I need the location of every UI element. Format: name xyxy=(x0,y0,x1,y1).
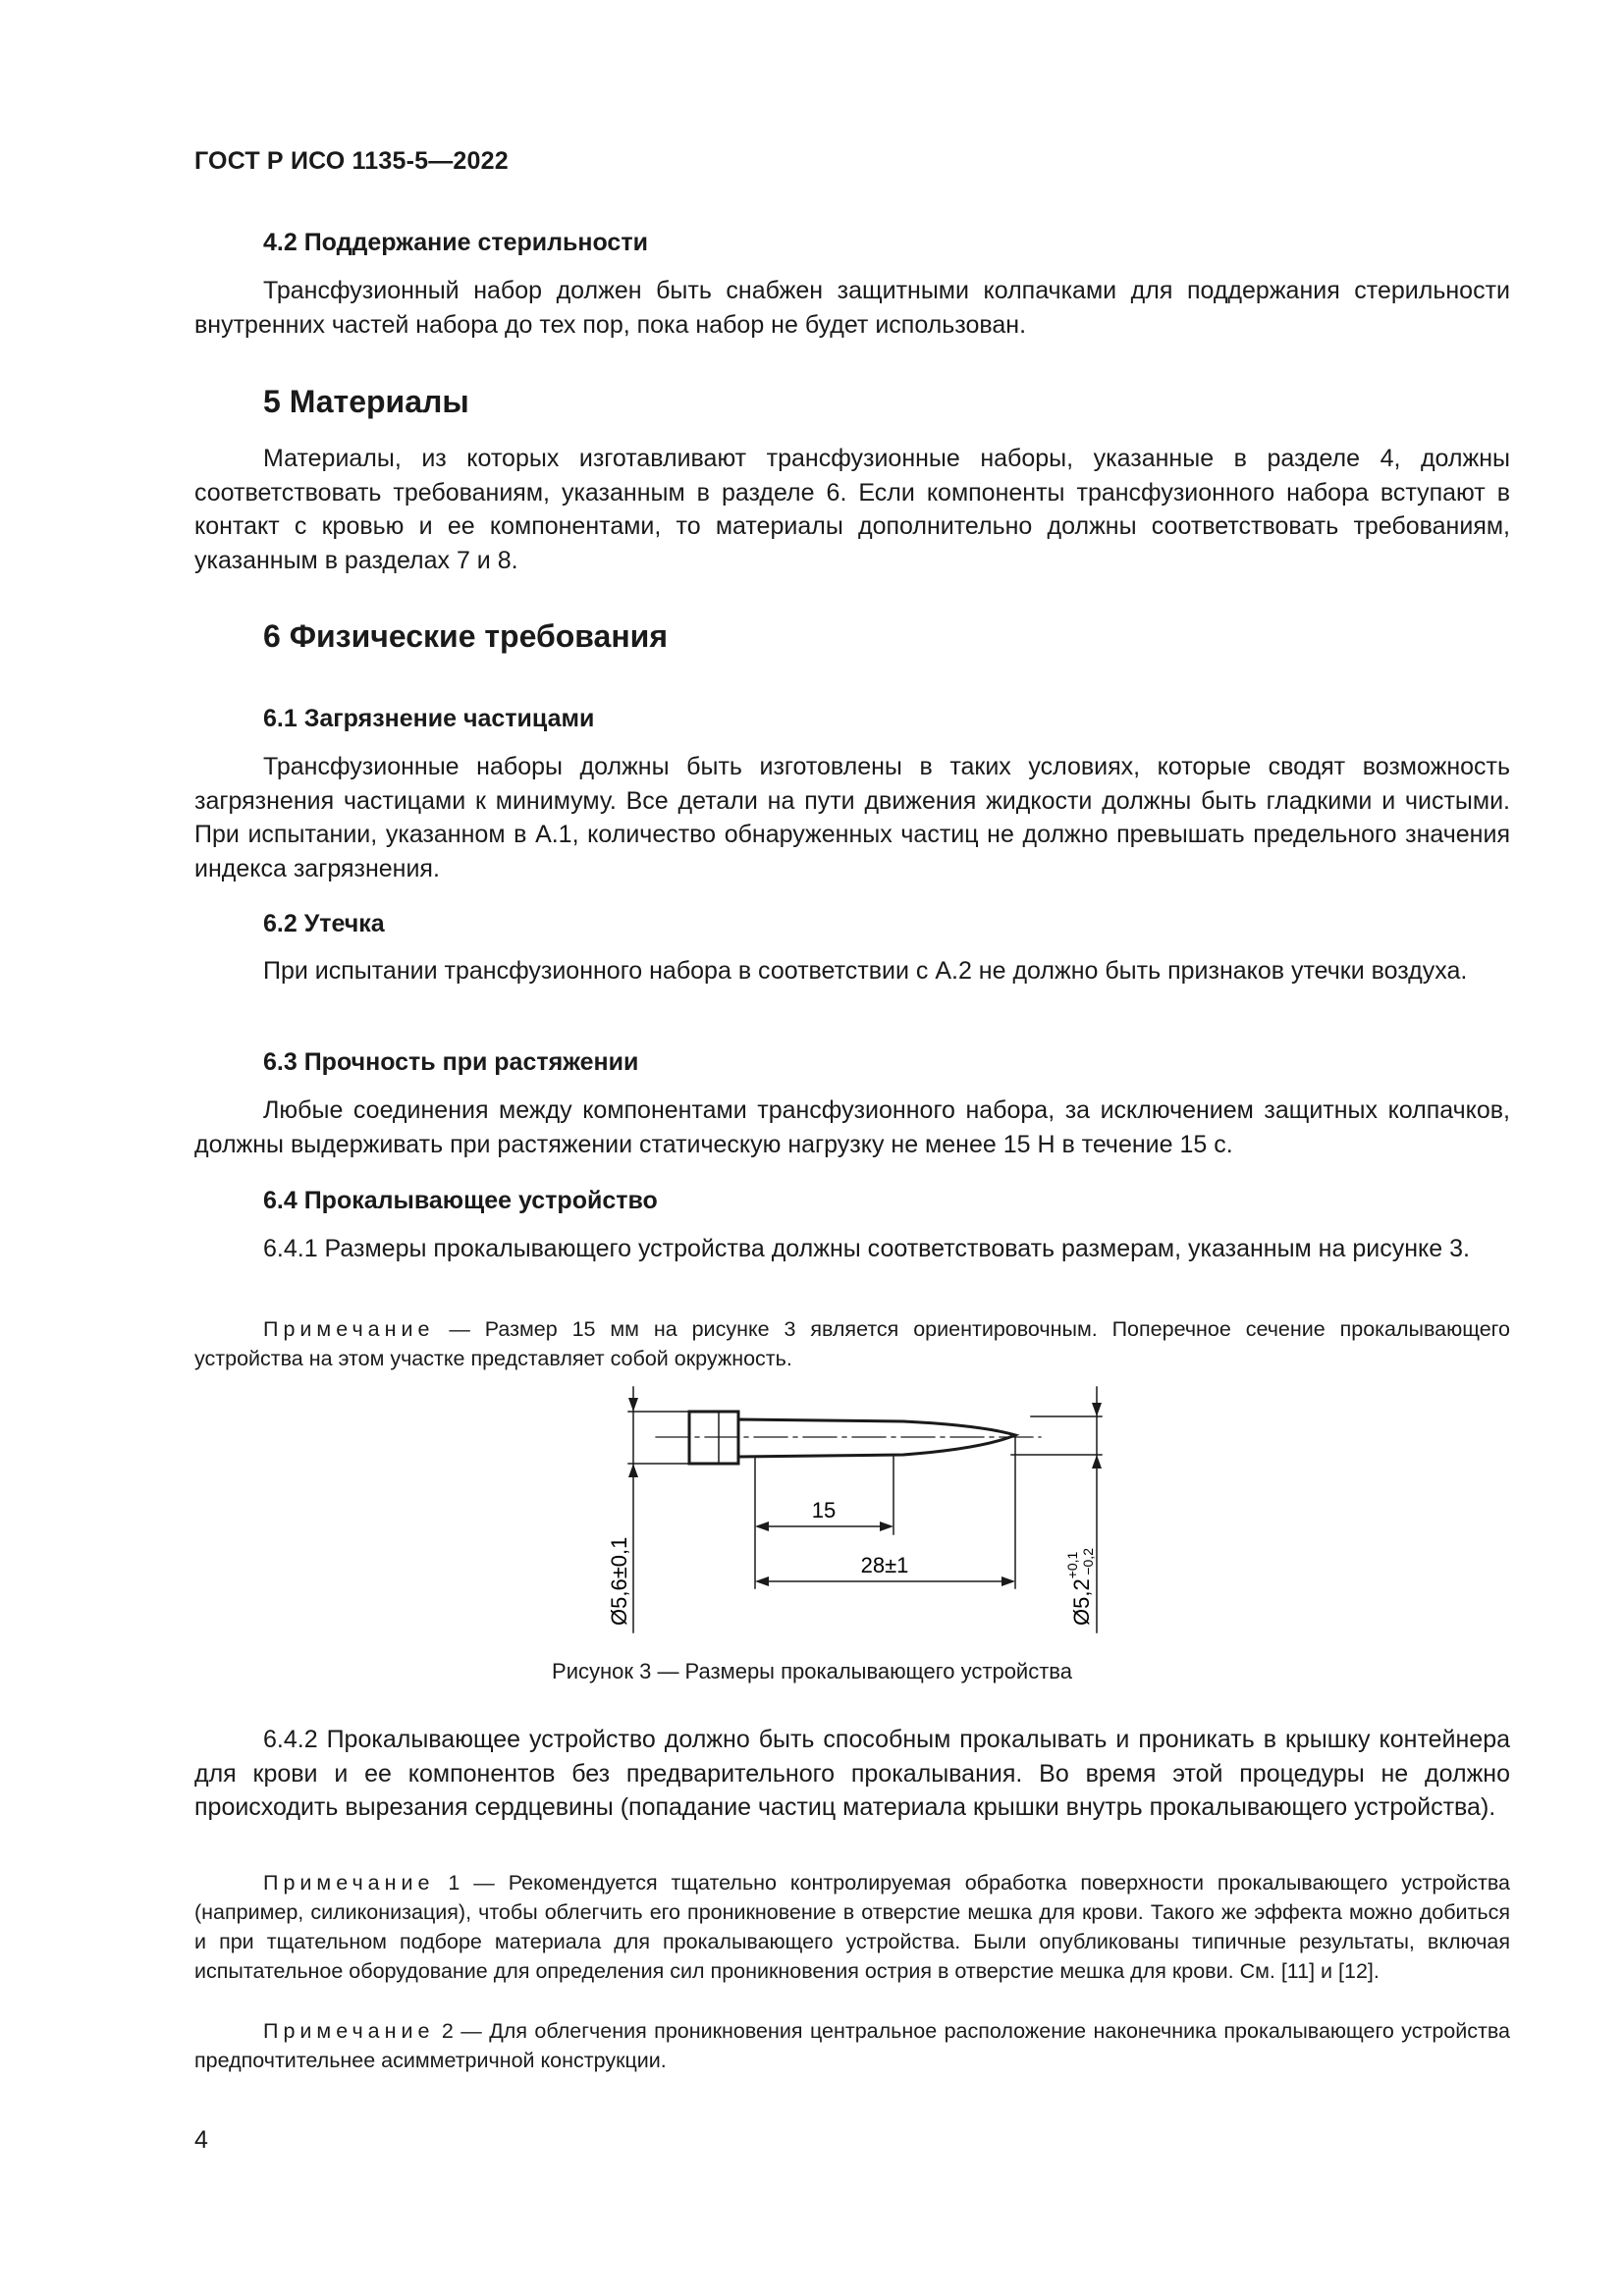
arrow-left-top xyxy=(628,1398,638,1412)
section-6-4 xyxy=(194,1187,1510,1215)
section-heading: 6 Физические требования xyxy=(263,618,668,654)
arrow-28-right xyxy=(1001,1576,1015,1586)
paragraph: Трансфузионные наборы должны быть изготовлены в таких условиях, которые сводят возможность загрязнения частицами к минимуму. Все детали на пути движения жидкости должны быть гладкими и чистыми. При испытании, указанном в А.1, количество обнаруженных частиц не должно превышать предельного значения индекса загрязнения. xyxy=(194,753,1510,882)
standard-header: ГОСТ Р ИСО 1135-5—2022 xyxy=(194,147,509,175)
paragraph: Любые соединения между компонентами трансфузионного набора, за исключением защитных колпачков, должны выдерживать при растяжении статическую нагрузку не менее 15 Н в течение 15 с. xyxy=(194,1096,1510,1158)
dim-right-lower: −0,2 xyxy=(1080,1548,1096,1575)
section-6-4-1-text xyxy=(194,1232,1510,1266)
section-6-3-text xyxy=(194,1094,1510,1161)
section-6-2 xyxy=(194,910,1510,938)
section-heading: 5 Материалы xyxy=(263,384,469,419)
arrow-left-bottom xyxy=(628,1464,638,1477)
note xyxy=(194,1314,1510,1373)
dim-right-base: Ø5,2 xyxy=(1069,1578,1094,1626)
dim-right-diameter-label xyxy=(1064,1548,1096,1626)
page-number: 4 xyxy=(194,2126,208,2154)
section-4-2 xyxy=(194,229,1510,257)
arrow-15-right xyxy=(880,1522,893,1531)
section-heading: 6.3 Прочность при растяжении xyxy=(263,1048,639,1076)
section-6-4-2-text xyxy=(194,1723,1510,1825)
note-block xyxy=(194,1314,1510,1373)
note-2-block xyxy=(194,2016,1510,2075)
note-text: 1 — Рекомендуется тщательно контролируемая обработка поверхности прокалывающего устройства (например, силиконизация), чтобы облегчить его проникновение в отверстие мешка для крови. Такого же эффекта можно добиться и при тщательном подборе материала для прокалывающего устройства. Были опубликованы типичные результаты, включая испытательное оборудование для определения сил проникновения острия в отверстие мешка для крови. См. [11] и [12]. xyxy=(194,1871,1510,1983)
note-label: Примечание xyxy=(263,1871,435,1895)
paragraph: Материалы, из которых изготавливают трансфузионные наборы, указанные в разделе 4, должны соответствовать требованиям, указанным в разделе 6. Если компоненты трансфузионного набора вступают в контакт с кровью и ее компонентами, то материалы дополнительно должны соответствовать требованиям, указанным в разделах 7 и 8. xyxy=(194,445,1510,574)
arrow-right-top xyxy=(1092,1403,1102,1416)
section-6-2-text xyxy=(194,954,1510,988)
dim-28-label: 28±1 xyxy=(860,1553,909,1577)
dim-15-label: 15 xyxy=(811,1498,837,1522)
section-4-2-text xyxy=(194,274,1510,342)
arrow-15-left xyxy=(755,1522,769,1531)
section-6-1-text xyxy=(194,750,1510,885)
paragraph: При испытании трансфузионного набора в соответствии с А.2 не должно быть признаков утечки воздуха. xyxy=(263,957,1468,985)
note-1 xyxy=(194,1868,1510,1986)
paragraph: 6.4.1 Размеры прокалывающего устройства должны соответствовать размерам, указанным на рисунке 3. xyxy=(263,1235,1470,1262)
note-label: Примечание xyxy=(263,1317,435,1341)
dim-right-upper: +0,1 xyxy=(1064,1551,1080,1579)
section-5 xyxy=(194,384,1510,420)
arrow-28-left xyxy=(755,1576,769,1586)
paragraph: Трансфузионный набор должен быть снабжен защитными колпачками для поддержания стерильности внутренних частей набора до тех пор, пока набор не будет использован. xyxy=(194,277,1510,339)
spike-body xyxy=(738,1419,1015,1457)
note-1-block xyxy=(194,1868,1510,1986)
note-label: Примечание xyxy=(263,2019,435,2043)
note-2 xyxy=(194,2016,1510,2075)
arrow-right-bottom xyxy=(1092,1455,1102,1468)
section-heading: 4.2 Поддержание стерильности xyxy=(263,229,648,256)
note-text: 2 — Для облегчения проникновения центральное расположение наконечника прокалывающего устройства предпочтительнее асимметричной конструкции. xyxy=(194,2019,1510,2072)
section-heading: 6.2 Утечка xyxy=(263,910,385,937)
section-heading: 6.1 Загрязнение частицами xyxy=(263,705,595,732)
note-text: — Размер 15 мм на рисунке 3 является ориентировочным. Поперечное сечение прокалывающего устройства на этом участке представляет собой окружность. xyxy=(194,1317,1510,1370)
section-6-3 xyxy=(194,1048,1510,1077)
section-5-text xyxy=(194,442,1510,577)
section-heading: 6.4 Прокалывающее устройство xyxy=(263,1187,658,1214)
paragraph: 6.4.2 Прокалывающее устройство должно быть способным прокалывать и проникать в крышку контейнера для крови и ее компонентов без предварительного прокалывания. Во время этой процедуры не должно происходить вырезания сердцевины (попадание частиц материала крышки внутрь прокалывающего устройства). xyxy=(194,1726,1510,1821)
section-6 xyxy=(194,618,1510,655)
figure-caption: Рисунок 3 — Размеры прокалывающего устройства xyxy=(552,1659,1072,1683)
dim-left-diameter-label: Ø5,6±0,1 xyxy=(607,1536,631,1626)
section-6-1 xyxy=(194,705,1510,733)
figure-3-drawing xyxy=(550,1372,1139,1637)
